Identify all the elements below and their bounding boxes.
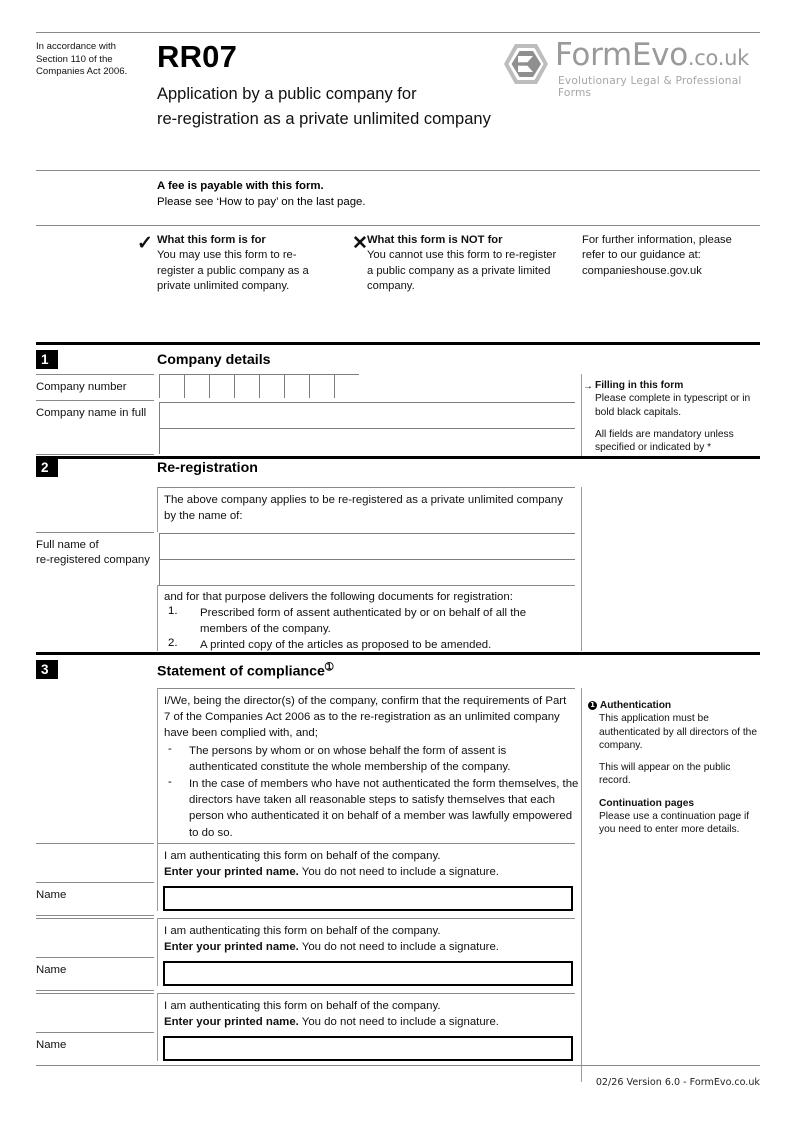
section2-intro-line1: The above company applies to be re-registered as a private unlimited company <box>164 494 563 506</box>
info-top-rule <box>36 225 760 226</box>
auth-block-3-text-rule <box>157 993 575 994</box>
auth-block-3-divider <box>157 993 158 1061</box>
auth-block-2-instructions <box>164 923 572 955</box>
footer-rule <box>36 1065 760 1066</box>
delivers-rule <box>157 585 575 586</box>
guidance3-heading: Authentication <box>599 700 672 711</box>
auth-block-1-divider <box>157 843 158 911</box>
list-item-number-1: 1. <box>168 605 178 617</box>
auth-block-1-instructions <box>164 848 572 880</box>
auth-block-2-name-rule <box>36 957 154 958</box>
hexagon-logo-icon <box>503 43 549 85</box>
section2-intro-line2: by the name of: <box>164 510 243 523</box>
section2-top-rule <box>36 456 760 459</box>
company-name-label: Company name in full <box>36 407 147 419</box>
company-number-digit-2[interactable] <box>184 374 209 398</box>
logo-tagline: Evolutionary Legal & Professional Forms <box>558 75 742 99</box>
fee-line2: Please see ‘How to pay’ on the last page. <box>157 196 366 208</box>
section2-right-divider <box>581 487 582 651</box>
top-rule <box>36 32 760 33</box>
auth-block-1-name-label: Name <box>36 889 67 901</box>
fullname-label-line1: Full name of <box>36 539 99 551</box>
what-form-is-for <box>157 233 329 294</box>
what-form-is-for-body: You may use this form to re-register a public company as a private unlimited company. <box>157 249 309 292</box>
further-info-url: companieshouse.gov.uk <box>582 264 702 277</box>
guidance3-heading2: Continuation pages <box>599 797 695 809</box>
guidance1-body2: All fields are mandatory unless specified or indicated by * <box>595 428 734 454</box>
further-info-line1: For further information, please <box>582 234 732 246</box>
guidance1-body1: Please complete in typescript or in bold black capitals. <box>595 393 751 418</box>
guidance3-heading-row <box>588 699 763 712</box>
auth-block-1-line1: I am authenticating this form on behalf of the company. <box>164 850 441 862</box>
section3-number: 3 <box>36 660 58 679</box>
auth-block-2-divider <box>157 918 158 986</box>
auth-block-2-top-rule <box>36 918 154 919</box>
page-title <box>157 82 537 132</box>
section1-number: 1 <box>36 350 58 369</box>
delivers-divider <box>157 585 158 651</box>
auth-block-2-bottom-rule <box>36 990 154 991</box>
auth-block-3-instructions <box>164 998 572 1030</box>
section3-title <box>157 662 333 680</box>
list-item-2: A printed copy of the articles as proposed to be amended. <box>200 639 492 651</box>
bullet-dash-2: - <box>168 776 172 788</box>
fee-top-rule <box>36 170 760 171</box>
section1-top-rule <box>36 342 760 345</box>
section3-title-text: Statement of compliance <box>157 663 325 680</box>
what-form-is-not-for-heading: What this form is NOT for <box>367 234 503 246</box>
guidance3-body1: This application must be authenticated by all directors of the company. <box>599 713 758 751</box>
fee-bold-line: A fee is payable with this form. <box>157 180 324 192</box>
compliance-paragraph: I/We, being the director(s) of the company, confirm that the requirements of Part 7 of the Companies Act 2006 as to the re-registration as an unlimited company have been complied with, and; <box>164 695 567 740</box>
logo-tld: .co.uk <box>687 46 749 70</box>
section3-body-rule <box>157 688 575 689</box>
logo-name: FormEvo <box>555 37 688 73</box>
further-information <box>582 233 762 279</box>
form-code: RR07 <box>157 39 238 74</box>
footnote-marker-icon: ➀ <box>324 662 334 673</box>
what-form-is-not-for <box>367 233 557 294</box>
bullet-dash-1: - <box>168 743 172 755</box>
fullname-input[interactable] <box>159 533 575 559</box>
form-title-line2: re-registration as a private unlimited company <box>157 110 491 128</box>
guidance1-divider <box>581 374 582 456</box>
section2-intro-divider <box>157 487 158 532</box>
company-number-label: Company number <box>36 381 127 393</box>
fullname-label-line2: re-registered company <box>36 554 150 566</box>
guidance-authentication <box>588 699 763 837</box>
list-item-1: Prescribed form of assent authenticated by or on behalf of all the members of the company. <box>200 607 527 636</box>
auth-block-1-top-rule <box>36 843 154 844</box>
section1-title: Company details <box>157 352 271 368</box>
company-name-input[interactable] <box>159 402 575 428</box>
fullname-row-rule <box>36 532 154 533</box>
further-info-line2: refer to our guidance at: <box>582 249 701 262</box>
company-number-digit-4[interactable] <box>234 374 259 398</box>
auth-block-3-top-rule <box>36 993 154 994</box>
guidance3-body3: Please use a continuation page if you need to enter more details. <box>599 811 750 836</box>
guidance-filling-in-this-form <box>595 379 760 454</box>
company-name-input-line2[interactable] <box>159 428 575 454</box>
section2-intro <box>164 492 574 524</box>
company-name-row-rule <box>36 400 154 401</box>
auth-block-2-line1: I am authenticating this form on behalf of the company. <box>164 925 441 937</box>
auth-block-2-name-input[interactable] <box>163 961 573 986</box>
section3-body-divider <box>157 688 158 843</box>
section2-number: 2 <box>36 458 58 477</box>
accordance-note: In accordance with Section 110 of the Companies Act 2006. <box>36 41 128 78</box>
guidance3-body2: This will appear on the public record. <box>599 762 731 787</box>
section2-intro-rule <box>157 487 575 488</box>
footnote-badge-icon: 1 <box>588 701 597 710</box>
auth-block-3-line1: I am authenticating this form on behalf of the company. <box>164 1000 441 1012</box>
auth-block-3-line2: Enter your printed name. You do not need to include a signature. <box>164 1016 499 1029</box>
auth-block-2-text-rule <box>157 918 575 919</box>
company-number-digit-6[interactable] <box>284 374 309 398</box>
tick-icon: ✓ <box>137 233 153 254</box>
auth-block-2-name-label: Name <box>36 964 67 976</box>
arrow-icon: → <box>583 381 593 392</box>
auth-block-2-line2: Enter your printed name. You do not need to include a signature. <box>164 941 499 954</box>
delivers-line: and for that purpose delivers the following documents for registration: <box>164 591 513 603</box>
section2-title: Re-registration <box>157 460 258 476</box>
page-footer: 02/26 Version 6.0 - FormEvo.co.uk <box>595 1077 760 1088</box>
list-item-number-2: 2. <box>168 637 178 649</box>
fullname-label <box>36 538 154 568</box>
auth-block-1-name-rule <box>36 882 154 883</box>
form-title-line1: Application by a public company for <box>157 85 417 103</box>
what-form-is-for-heading: What this form is for <box>157 234 266 246</box>
section3-top-rule <box>36 652 760 655</box>
company-name-bottom-rule <box>36 454 154 455</box>
guidance1-heading: Filling in this form <box>595 380 684 391</box>
company-number-digit-8[interactable] <box>334 374 359 398</box>
auth-block-3-name-label: Name <box>36 1039 67 1051</box>
company-number-digit-5[interactable] <box>259 374 284 398</box>
what-form-is-not-for-body: You cannot use this form to re-register a public company as a private limited company. <box>367 249 557 292</box>
auth-block-3-name-rule <box>36 1032 154 1033</box>
logo-wordmark <box>555 37 749 73</box>
company-number-row-rule <box>36 374 154 375</box>
company-number-digit-1[interactable] <box>159 374 184 398</box>
company-number-digit-3[interactable] <box>209 374 234 398</box>
auth-block-3-name-input[interactable] <box>163 1036 573 1061</box>
fee-notice <box>157 178 366 210</box>
auth-block-1-name-input[interactable] <box>163 886 573 911</box>
guidance3-divider <box>581 688 582 1082</box>
formevo-logo <box>503 37 761 99</box>
auth-block-1-line2: Enter your printed name. You do not need to include a signature. <box>164 866 499 879</box>
fullname-input-line2[interactable] <box>159 559 575 585</box>
compliance-bullet-1: The persons by whom or on whose behalf the form of assent is authenticated constitute the whole membership of the company. <box>189 745 511 774</box>
company-number-digit-7[interactable] <box>309 374 334 398</box>
auth-block-1-bottom-rule <box>36 915 154 916</box>
compliance-bullet-2: In the case of members who have not authenticated the form themselves, the directors have taken all reasonable steps to satisfy themselves that each person who authenticated it on behalf of a member was lawfully empowered to do so. <box>189 778 579 839</box>
auth-block-1-text-rule <box>157 843 575 844</box>
cross-icon: ✕ <box>352 233 368 254</box>
